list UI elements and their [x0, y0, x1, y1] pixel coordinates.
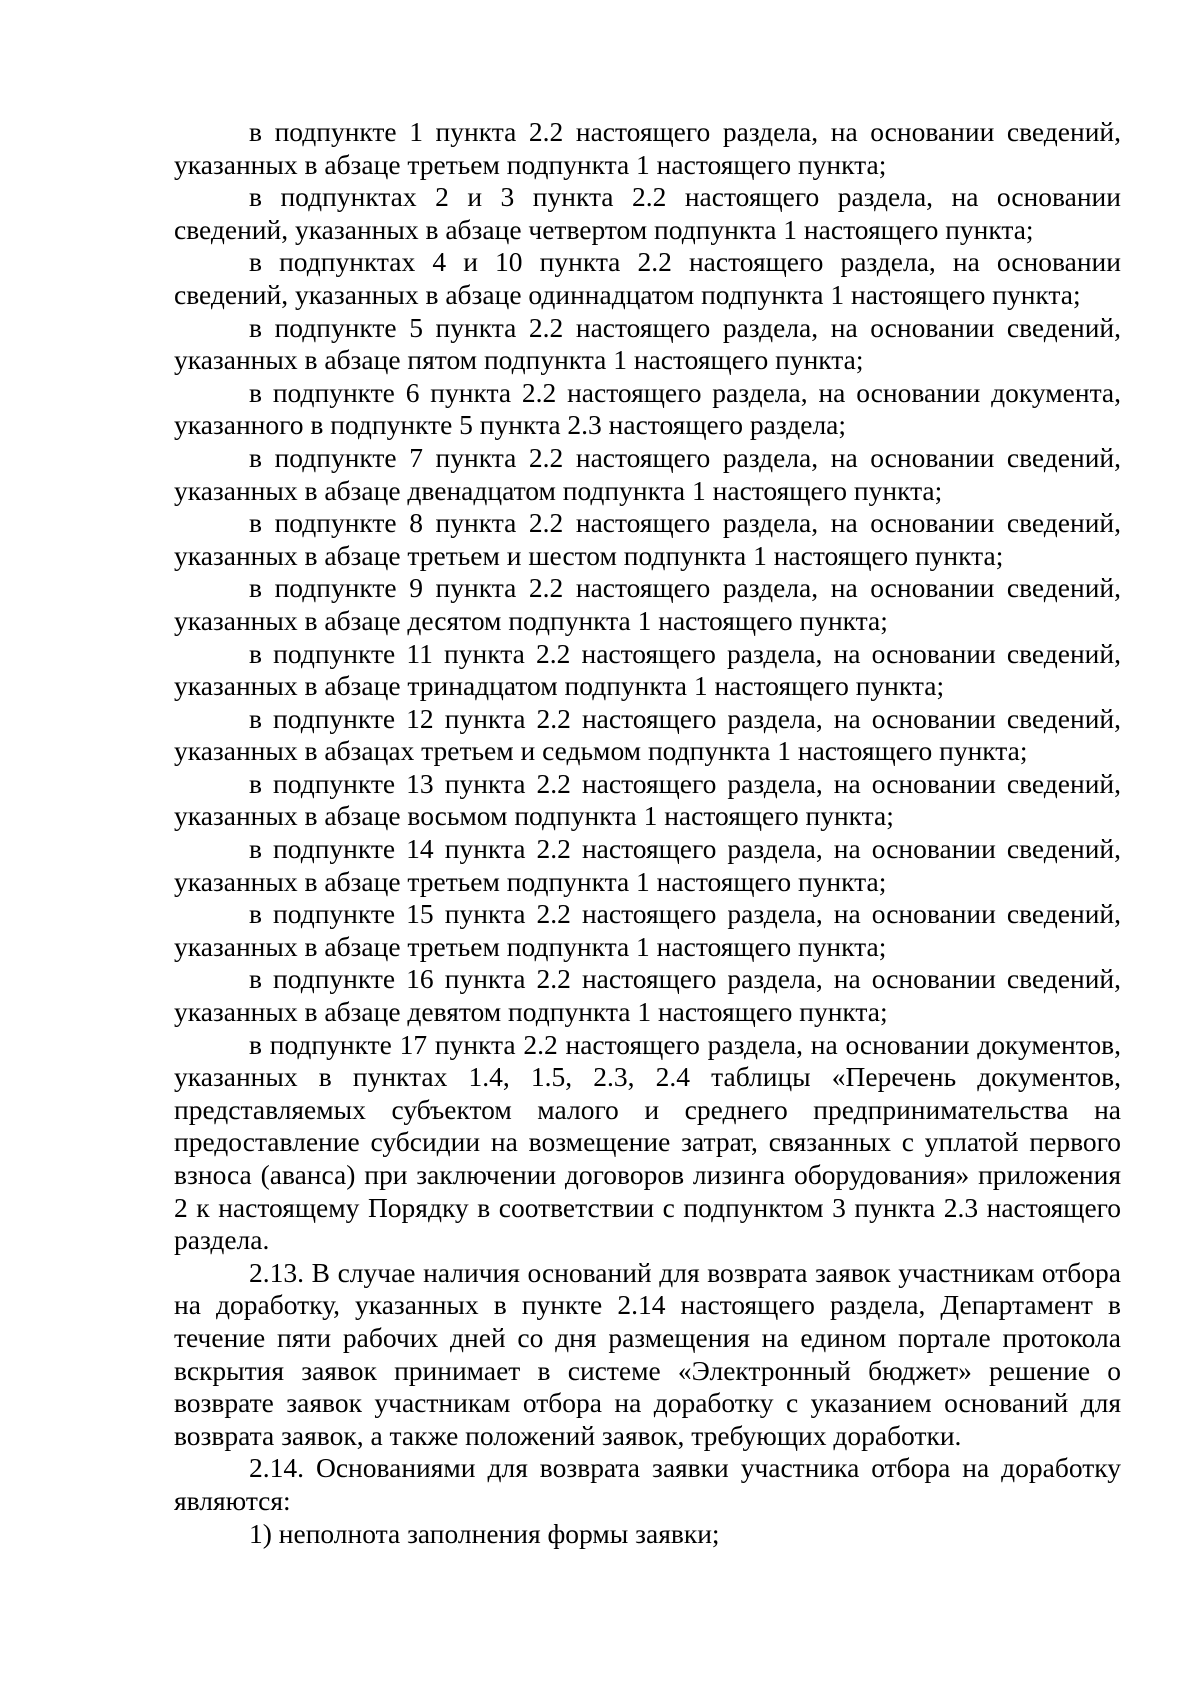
paragraph-subitem-13: в подпункте 13 пункта 2.2 настоящего раздела, на основании сведений, указанных в абзаце восьмом подпункта 1 настоящего пункта;: [174, 767, 1121, 832]
paragraph-subitem-16: в подпункте 16 пункта 2.2 настоящего раздела, на основании сведений, указанных в абзаце девятом подпункта 1 настоящего пункта;: [174, 963, 1121, 1028]
paragraph-subitem-12: в подпункте 12 пункта 2.2 настоящего раздела, на основании сведений, указанных в абзацах третьем и седьмом подпункта 1 настоящего пункта;: [174, 702, 1121, 767]
paragraph-subitem-17: в подпункте 17 пункта 2.2 настоящего раздела, на основании документов, указанных в пунктах 1.4, 1.5, 2.3, 2.4 таблицы «Перечень документов, представляемых субъектом малого и среднего предпринимательства на предоставление субсидии на возмещение затрат, связанных с уплатой первого взноса (аванса) при заключении договоров лизинга оборудования» приложения 2 к настоящему Порядку в соответствии с подпунктом 3 пункта 2.3 настоящего раздела.: [174, 1028, 1121, 1256]
paragraph-subitem-14: в подпункте 14 пункта 2.2 настоящего раздела, на основании сведений, указанных в абзаце третьем подпункта 1 настоящего пункта;: [174, 833, 1121, 897]
paragraph-subitem-5: в подпункте 5 пункта 2.2 настоящего раздела, на основании сведений, указанных в абзаце пятом подпункта 1 настоящего пункта;: [174, 311, 1121, 376]
paragraph-subitems-4-10: в подпунктах 4 и 10 пункта 2.2 настоящего раздела, на основании сведений, указанных в абзаце одиннадцатом подпункта 1 настоящего пункта;: [174, 246, 1121, 310]
paragraph-section-2-14: 2.14. Основаниями для возврата заявки участника отбора на доработку являются:: [174, 1452, 1121, 1516]
paragraph-subitem-6: в подпункте 6 пункта 2.2 настоящего раздела, на основании документа, указанного в подпункте 5 пункта 2.3 настоящего раздела;: [174, 376, 1121, 441]
paragraph-subitems-2-3: в подпунктах 2 и 3 пункта 2.2 настоящего раздела, на основании сведений, указанных в абзаце четвертом подпункта 1 настоящего пункта;: [174, 181, 1121, 245]
document-body: [174, 116, 1121, 1550]
paragraph-subitem-11: в подпункте 11 пункта 2.2 настоящего раздела, на основании сведений, указанных в абзаце тринадцатом подпункта 1 настоящего пункта;: [174, 637, 1121, 702]
paragraph-subitem-9: в подпункте 9 пункта 2.2 настоящего раздела, на основании сведений, указанных в абзаце десятом подпункта 1 настоящего пункта;: [174, 572, 1121, 636]
paragraph-subitem-1: в подпункте 1 пункта 2.2 настоящего раздела, на основании сведений, указанных в абзаце третьем подпункта 1 настоящего пункта;: [174, 116, 1121, 180]
paragraph-list-item-1: 1) неполнота заполнения формы заявки;: [249, 1517, 720, 1549]
paragraph-subitem-8: в подпункте 8 пункта 2.2 настоящего раздела, на основании сведений, указанных в абзаце третьем и шестом подпункта 1 настоящего пункта;: [174, 507, 1121, 571]
paragraph-subitem-15: в подпункте 15 пункта 2.2 настоящего раздела, на основании сведений, указанных в абзаце третьем подпункта 1 настоящего пункта;: [174, 898, 1121, 962]
paragraph-section-2-13: 2.13. В случае наличия оснований для возврата заявок участникам отбора на доработку, указанных в пункте 2.14 настоящего раздела, Департамент в течение пяти рабочих дней со дня размещения на едином портале протокола вскрытия заявок принимает в системе «Электронный бюджет» решение о возврате заявок участникам отбора на доработку с указанием оснований для возврата заявок, а также положений заявок, требующих доработки.: [174, 1256, 1121, 1451]
paragraph-subitem-7: в подпункте 7 пункта 2.2 настоящего раздела, на основании сведений, указанных в абзаце двенадцатом подпункта 1 настоящего пункта;: [174, 441, 1121, 506]
